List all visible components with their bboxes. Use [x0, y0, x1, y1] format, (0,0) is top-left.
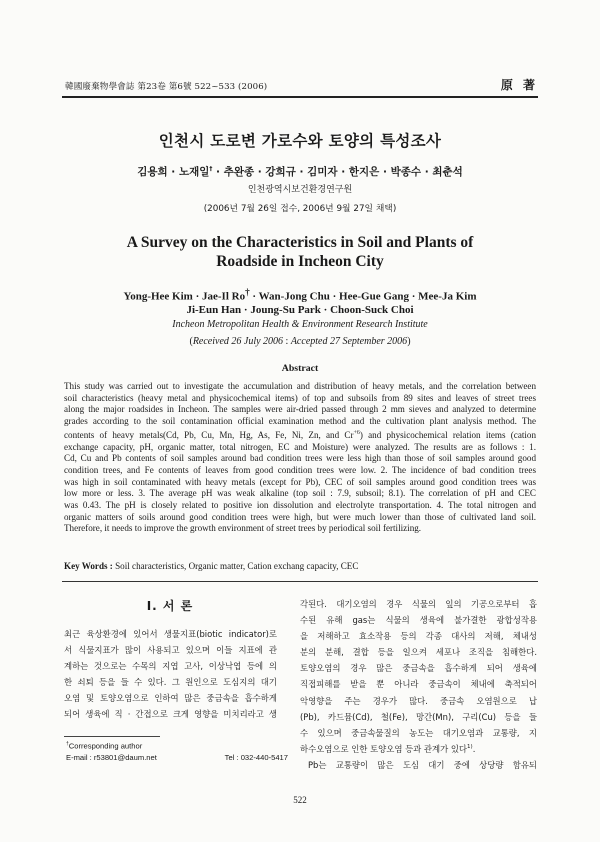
keywords-label: Key Words :	[64, 561, 113, 571]
korean-dates: (2006년 7월 26일 접수, 2006년 9월 27일 채택)	[203, 204, 397, 214]
abstract-body	[64, 381, 536, 535]
english-title	[60, 233, 540, 271]
body-line: Pb는 교통량이 많은 도심 대기 중에 상당량 함유되	[308, 759, 537, 770]
body-line: 각된다. 대기오염의 경우 식물의 잎의 기공으로부터 흡	[300, 599, 537, 609]
english-title-line: A Survey on the Characteristics in Soil and Plants of	[126, 234, 474, 251]
korean-affiliation: 인천광역시보건환경연구원	[247, 185, 353, 195]
keywords	[64, 561, 358, 571]
footnote-email: E-mail : r53801@daum.net	[66, 752, 157, 762]
abstract-line: low more or less. 3. The average pH was weak alkaline (top soil : 7.9, subsoil; 8.1). The correlation of pH and CEC	[64, 488, 536, 499]
english-dates: (Received 26 July 2006 : Accepted 27 September 2006)	[189, 336, 411, 347]
article-type-label: 原 著	[500, 78, 538, 92]
body-line: 오염 및 토양오염으로 인하여 많은 중금속을 흡수하게	[64, 693, 277, 704]
section-heading: I. 서 론	[146, 599, 194, 613]
body-line: (Pb), 카드뮴(Cd), 철(Fe), 망간(Mn), 구리(Cu) 등을 들	[300, 711, 537, 722]
korean-title: 인천시 도로변 가로수와 토양의 특성조사	[158, 132, 442, 150]
running-head: 韓國廢棄物學會誌 第23卷 第6號 522~533 (2006)	[65, 82, 268, 92]
abstract-line: This study was carried out to investigate the accumulation and distribution of heavy metals, and the correlation between	[64, 381, 536, 391]
reference-mark: 1)	[467, 744, 473, 751]
body-column-right	[300, 596, 537, 773]
english-title-line: Roadside in Incheon City	[216, 253, 384, 270]
body-line: 하수오염으로 인한 토양오염 등과 관계가 있다$^{1)}$.	[300, 743, 476, 754]
body-line: 최근 육상환경에 있어서 생물지표(biotic indicator)로	[64, 629, 277, 639]
header-rule	[62, 96, 538, 98]
body-line: 한 쇠퇴 등을 들 수 있다. 그 원인으로 도심지의 대기	[64, 677, 277, 688]
footnote-contact	[66, 752, 288, 763]
body-line: 수 있으며 중금속물질의 농도는 대기오염과 교통량, 지	[300, 727, 537, 738]
english-authors-line: Ji-Eun Han · Joung-Su Park · Choon-Suck Choi	[186, 304, 414, 317]
body-line: 수된 유해 gas는 식물의 생육에 불가결한 광합성작용	[300, 615, 537, 626]
footnote-rule	[64, 736, 160, 737]
korean-authors: 김용희 · 노재일† · 추완종 · 강희규 · 김미자 · 한지은 · 박종수 · 최춘석	[137, 165, 463, 178]
body-line: 계하는 것으로는 수목의 지엽 고사, 이상낙엽 등에 의	[64, 661, 277, 672]
body-line: 되어 생육에 직 · 간접으로 크게 영향을 미치리라고 생	[64, 709, 277, 720]
abstract-line: was 0.43. The pH is closely related to positive ion dissolution and electrolyte transportation. 4. The total nitrogen and	[64, 500, 536, 511]
page-number: 522	[293, 795, 307, 805]
abstract-line: condition trees, and Fe contents of leaves from good condition trees were low. 2. The incidence of bad condition trees	[64, 464, 536, 475]
footnote-tel: Tel : 032-440-5417	[224, 752, 288, 762]
abstract-line: was high in soil contaminated with heavy metals (except for Pb), CEC of soil samples around good condition trees was	[64, 476, 536, 487]
keywords-text: Soil characteristics, Organic matter, Cation exchang capacity, CEC	[112, 561, 359, 571]
abstract-line: contents of heavy metals(Cd, Pb, Cu, Mn, Hg, As, Fe, Ni, Zn, and $Cr^{+6}$) and physicochemical relation items (cation	[64, 429, 537, 440]
abstract-line: grades according to the soil contamination official examination method and the cultivation plant analysis method. The	[64, 416, 536, 427]
body-line: 서 식물지표가 많이 사용되고 있으며 이들 지표에 관	[64, 645, 277, 656]
abstract-line: Therefore, it needs to improve the growth environment of street trees by periodical soil fertilizing.	[64, 523, 422, 534]
body-line: 토양오염의 경우 많은 중금속을 흡수하게 되어 생육에	[300, 663, 537, 674]
body-line: 악영향을 주는 경우가 많다. 중금속 오염원으로 납	[300, 695, 537, 706]
body-column-left	[64, 626, 277, 723]
keywords-rule	[62, 581, 538, 582]
abstract-line: Cd, Cu and Pb contents of soil samples around bad condition trees were less high than those of soil samples around good	[64, 453, 536, 464]
body-line: 을 저해하고 효소작용 등의 각종 대사의 저해, 체내성	[300, 631, 537, 642]
english-authors	[60, 286, 540, 318]
body-line: 분의 분해, 결합 등을 일으켜 세포나 조직을 침해한다.	[300, 647, 537, 658]
english-authors-line: Yong-Hee Kim · Jae-Il Ro† · Wan-Jong Chu · Hee-Gue Gang · Mee-Ja Kim	[123, 287, 477, 303]
body-line: 직접피해를 받을 뿐 아니라 중금속이 체내에 축적되어	[300, 679, 537, 690]
english-affiliation: Incheon Metropolitan Health & Environment Research Institute	[172, 319, 428, 330]
footnote	[66, 739, 288, 763]
abstract-line: exchange capacity, pH, organic matter, total nitrogen, EC and Moisture) were analyzed. The results are as follows : 1.	[64, 441, 536, 452]
footnote-label: †Corresponding author	[66, 741, 143, 751]
abstract-line: soil characteristics (heavy metal and physicochemical items) of top and subsoils from 89 sites and leaves of street trees	[64, 392, 536, 403]
abstract-line: organic matters of soils around good condition trees were high, but were much lower than those of cultivated land soil.	[64, 511, 536, 522]
abstract-line: along the major roadsides in Incheon. The samples were air-dried passed through 2 mm sieves and analyzed to determine	[64, 404, 536, 415]
abstract-heading: Abstract	[281, 363, 319, 374]
